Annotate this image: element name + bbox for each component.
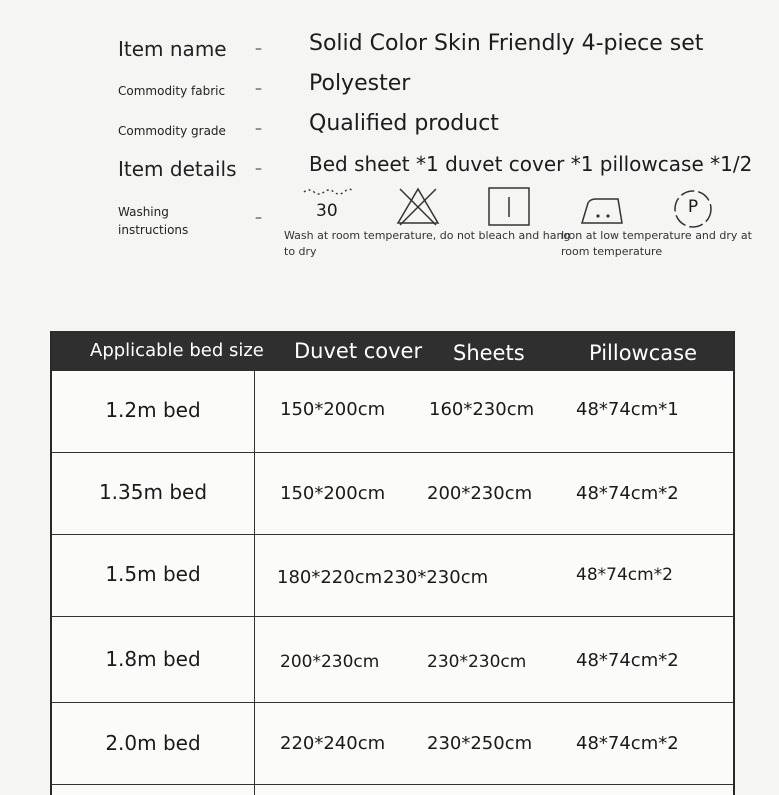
- grade-value: Qualified product: [309, 111, 499, 136]
- item-name-label: Item name: [118, 37, 227, 61]
- washing-label-line2: instructions: [118, 223, 189, 237]
- details-value: Bed sheet *1 duvet cover *1 pillowcase *1/2: [309, 152, 753, 176]
- row-sheets: 230*230cm: [383, 567, 489, 588]
- grade-label: Commodity grade: [118, 124, 226, 138]
- row-size: 1.2m bed: [105, 398, 201, 422]
- row-pillow: 48*74cm*2: [576, 565, 673, 585]
- row-duvet: 150*200cm: [280, 399, 386, 420]
- caption-left-line1: Wash at room temperature, do not bleach and hang: [284, 229, 571, 242]
- row-duvet: 180*220cm: [277, 567, 383, 588]
- row-pillow: 48*74cm*2: [576, 650, 679, 671]
- dry-clean-p-icon: [672, 188, 714, 230]
- row-size: 1.8m bed: [105, 647, 201, 671]
- row-size: 2.0m bed: [105, 731, 201, 755]
- product-info: [0, 0, 779, 270]
- details-dash: –: [255, 161, 262, 177]
- washing-label-line1: Washing: [118, 205, 169, 219]
- hang-dry-icon: [486, 185, 532, 227]
- table-row: [52, 453, 733, 535]
- size-table: [50, 331, 735, 795]
- iron-low-icon: [578, 193, 626, 227]
- table-header: [52, 331, 733, 371]
- table-row: [52, 371, 733, 453]
- row-sheets: 230*250cm: [427, 733, 533, 754]
- row-sheets: 200*230cm: [427, 483, 533, 504]
- caption-right-line1: Iron at low temperature and dry at: [561, 229, 752, 242]
- row-pillow: 48*74cm*2: [576, 733, 679, 754]
- fabric-value: Polyester: [309, 71, 411, 96]
- row-sheets: 230*230cm: [427, 652, 527, 672]
- header-sheets: Sheets: [453, 341, 525, 365]
- fabric-dash: –: [255, 81, 262, 97]
- washing-dash: –: [255, 210, 262, 226]
- dry-clean-letter: P: [687, 197, 699, 217]
- wash-30-icon: [300, 186, 356, 226]
- washing-label: [118, 203, 188, 239]
- table-row: [52, 617, 733, 703]
- grade-dash: –: [255, 121, 262, 137]
- caption-left-line2: to dry: [284, 245, 317, 258]
- item-name-dash: –: [255, 41, 262, 57]
- fabric-label: Commodity fabric: [118, 84, 226, 98]
- details-label: Item details: [118, 157, 237, 181]
- washing-caption-left: [284, 228, 570, 260]
- row-size: 1.35m bed: [98, 480, 208, 504]
- no-bleach-icon: [394, 185, 442, 227]
- washing-caption-right: [561, 228, 752, 260]
- header-duvet-cover: Duvet cover: [294, 339, 423, 363]
- header-pillowcase: Pillowcase: [589, 341, 698, 365]
- item-name-value: Solid Color Skin Friendly 4-piece set: [309, 31, 704, 56]
- table-row: [52, 535, 733, 617]
- row-sheets: 160*230cm: [429, 399, 535, 420]
- row-duvet: 220*240cm: [280, 733, 386, 754]
- header-bed-size: Applicable bed size: [90, 340, 264, 361]
- wash-temp-text: 30: [316, 201, 338, 221]
- table-row: [52, 703, 733, 785]
- row-duvet: 150*200cm: [280, 483, 386, 504]
- row-size: 1.5m bed: [105, 562, 201, 586]
- row-pillow: 48*74cm*2: [576, 483, 679, 504]
- caption-right-line2: room temperature: [561, 245, 663, 258]
- row-pillow: 48*74cm*1: [576, 399, 679, 420]
- row-duvet: 200*230cm: [280, 652, 380, 672]
